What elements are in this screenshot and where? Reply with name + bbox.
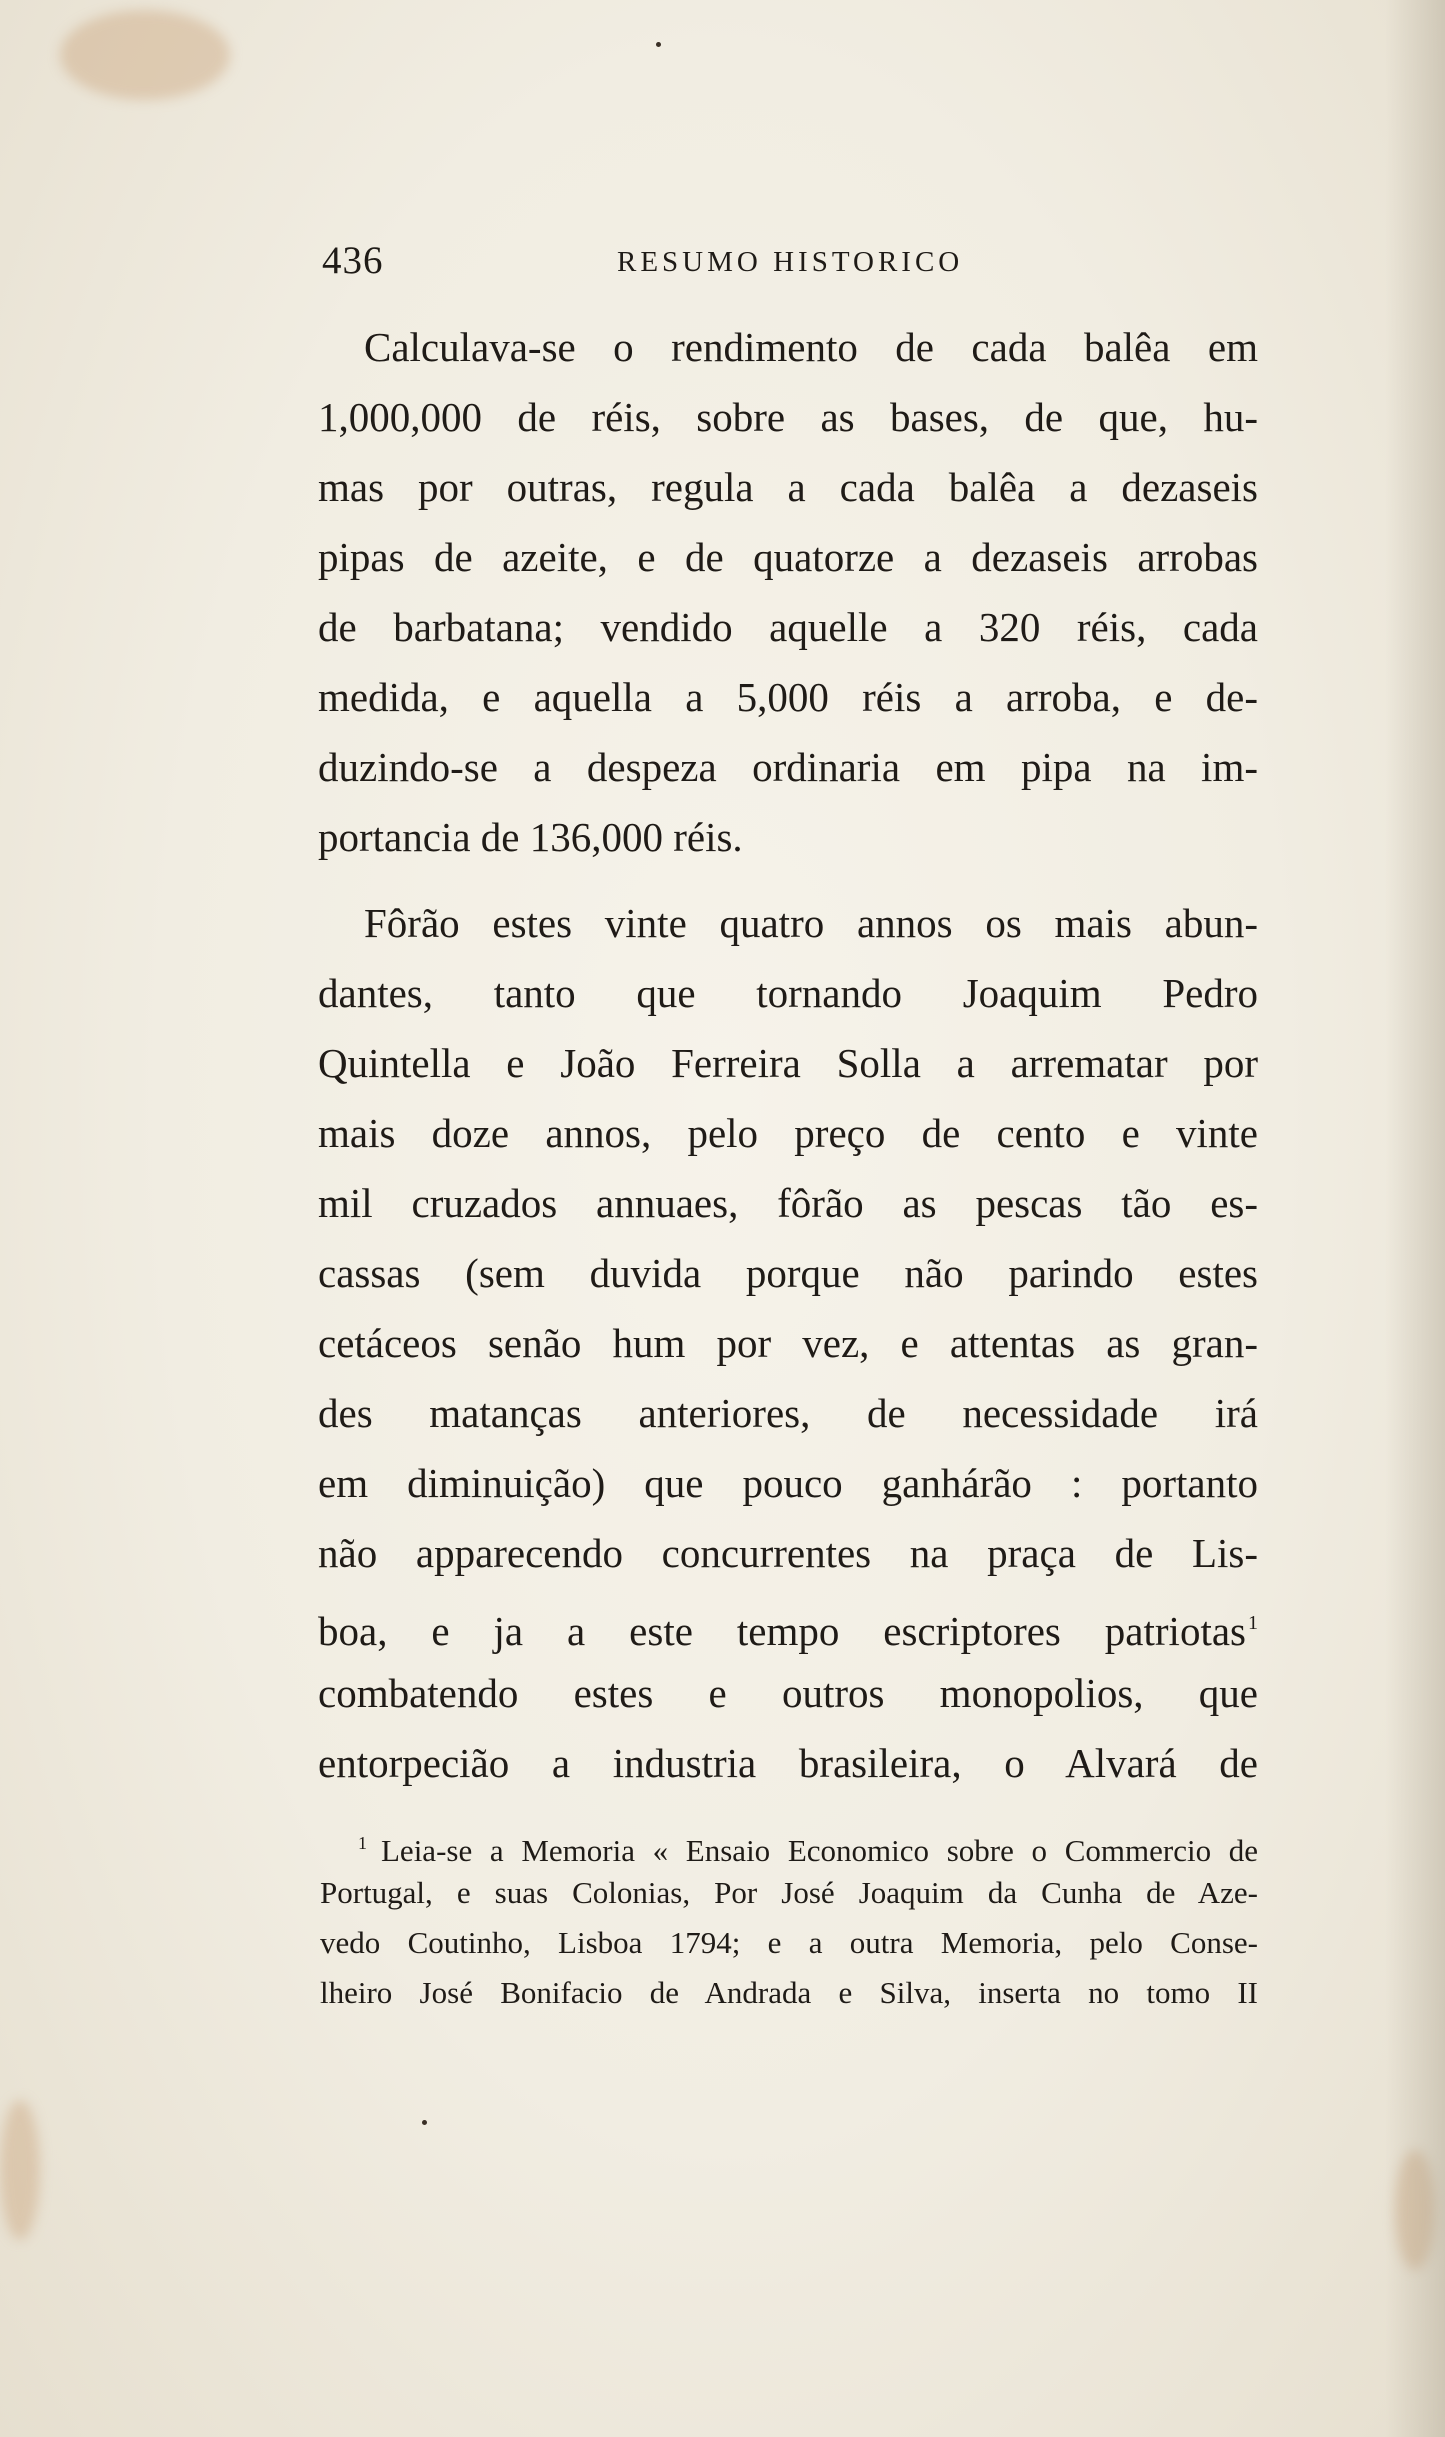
paragraph xyxy=(318,888,1258,1798)
footnote-line xyxy=(320,1818,1258,1868)
text-line: 1,000,000 de réis, sobre as bases, de que, hu- xyxy=(318,394,1258,440)
text-line xyxy=(318,1588,1258,1658)
text-line: mil cruzados annuaes, fôrão as pescas tão es- xyxy=(318,1180,1258,1226)
paragraph xyxy=(318,312,1258,872)
main-text xyxy=(318,312,1258,1798)
ink-speck xyxy=(656,42,661,47)
page-header xyxy=(322,238,1260,298)
text-line: de barbatana; vendido aquelle a 320 réis, cada xyxy=(318,604,1258,650)
text-line-content: boa, e ja a este tempo escriptores patriotas xyxy=(318,1608,1246,1654)
paper-stain xyxy=(0,2100,40,2240)
text-line: em diminuição) que pouco ganhárão : portanto xyxy=(318,1460,1258,1506)
text-line: mais doze annos, pelo preço de cento e vinte xyxy=(318,1110,1258,1156)
ink-speck xyxy=(422,2120,427,2125)
footnote-marker: 1 xyxy=(358,1833,367,1853)
footnote-line: vedo Coutinho, Lisboa 1794; e a outra Memoria, pelo Conse- xyxy=(320,1925,1258,1960)
running-head: RESUMO HISTORICO xyxy=(617,246,964,278)
text-line: medida, e aquella a 5,000 réis a arroba, e de- xyxy=(318,674,1258,720)
text-line: combatendo estes e outros monopolios, que xyxy=(318,1670,1258,1716)
footnote-line-content: Leia-se a Memoria « Ensaio Economico sobre o Commercio de xyxy=(381,1833,1258,1868)
text-line: entorpecião a industria brasileira, o Alvará de xyxy=(318,1740,1258,1786)
text-line: duzindo-se a despeza ordinaria em pipa na im- xyxy=(318,744,1258,790)
text-line: cassas (sem duvida porque não parindo estes xyxy=(318,1250,1258,1296)
text-line: dantes, tanto que tornando Joaquim Pedro xyxy=(318,970,1258,1016)
text-line: não apparecendo concurrentes na praça de Lis- xyxy=(318,1530,1258,1576)
footnote-line: Portugal, e suas Colonias, Por José Joaquim da Cunha de Aze- xyxy=(320,1875,1258,1910)
footnote-reference: 1 xyxy=(1248,1612,1258,1634)
page-edge-shadow xyxy=(1385,0,1445,2437)
paper-stain xyxy=(60,10,230,100)
paragraph-gap xyxy=(318,872,1258,888)
page-number: 436 xyxy=(322,239,384,282)
footnote xyxy=(320,1818,1258,2018)
text-line: mas por outras, regula a cada balêa a dezaseis xyxy=(318,464,1258,510)
text-line: Fôrão estes vinte quatro annos os mais abun- xyxy=(364,900,1258,946)
footnote-line: lheiro José Bonifacio de Andrada e Silva, inserta no tomo II xyxy=(320,1975,1258,2010)
text-line: des matanças anteriores, de necessidade irá xyxy=(318,1390,1258,1436)
text-line: Calculava-se o rendimento de cada balêa em xyxy=(364,324,1258,370)
text-line: Quintella e João Ferreira Solla a arrematar por xyxy=(318,1040,1258,1086)
text-line: portancia de 136,000 réis. xyxy=(318,814,743,860)
text-line: pipas de azeite, e de quatorze a dezaseis arrobas xyxy=(318,534,1258,580)
text-line: cetáceos senão hum por vez, e attentas as gran- xyxy=(318,1320,1258,1366)
